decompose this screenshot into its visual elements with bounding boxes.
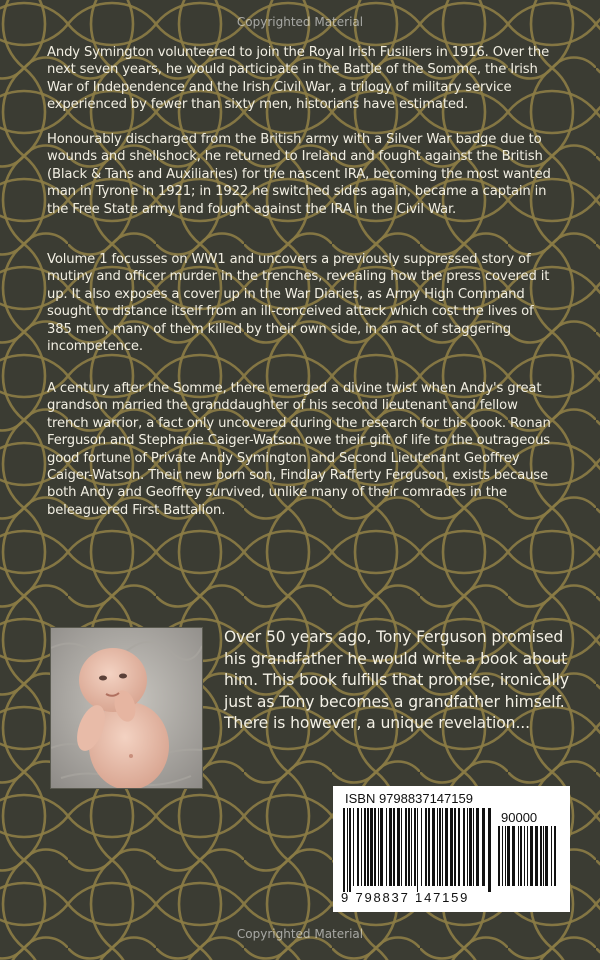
barcode-bar (488, 808, 491, 892)
blurb-paragraph-2: Honourably discharged from the British army with a Silver War badge due to wounds and shellshock, he returned to Ireland and fought against the British (Black & Tans and Auxiliaries) for the nascent IRA, becoming the most wanted man in Tyrone in 1921; in 1922 he switched sides again, became a captain in the Free State army and fought against the IRA in the Civil War. (47, 132, 551, 217)
barcode-bar (530, 826, 533, 886)
barcode-bar (442, 808, 443, 886)
barcode-bar (527, 826, 528, 886)
barcode-bar (482, 808, 485, 886)
barcode-bar (432, 808, 435, 886)
barcode-bar (512, 826, 515, 886)
barcode-bar (545, 826, 548, 886)
barcode-bar (393, 808, 395, 886)
blurb-paragraph-3: Volume 1 focusses on WW1 and uncovers a previously suppressed story of mutiny and officer murder in the trenches, revealing how the press covered it up. It also exposes a cover up in the War Diaries, as Army High Command sought to distance itself from an ill-conceived attack which cost the lives of 385 men, many of them killed by their own side, in an act of staggering incompetence. (47, 252, 550, 355)
barcode-bar (380, 808, 383, 886)
barcode-bar (445, 808, 448, 886)
barcode-bar (520, 826, 522, 886)
barcode-bar (502, 826, 503, 886)
barcode-bar (411, 808, 412, 886)
barcode-bar (364, 808, 366, 886)
barcode-bar (507, 826, 510, 886)
barcode-bar (543, 826, 544, 886)
barcode-bar (540, 826, 542, 886)
barcode-bar (467, 808, 468, 886)
barcode-bar (389, 808, 392, 886)
barcode-bar (458, 808, 460, 886)
barcode-bars (343, 808, 493, 892)
barcode-bar (370, 808, 373, 886)
barcode-bar (374, 808, 376, 886)
barcode-bar (408, 808, 410, 886)
barcode-bar (357, 808, 359, 886)
barcode-bar (551, 826, 552, 886)
barcode-addon-bars (498, 826, 562, 892)
barcode-bar (450, 808, 453, 886)
blurb-paragraph-1: Andy Symington volunteered to join the Royal Irish Fusiliers in 1916. Over the next seven years, he would participate in the Battle of the Somme, the Irish War of Independence and the Irish Civil War, a trilogy of military service experienced by fewer than sixty men, historians have estimated. (47, 45, 550, 113)
barcode-bar (454, 808, 456, 886)
barcode-bar (397, 808, 400, 886)
barcode-bar (439, 808, 441, 886)
barcode-bar (554, 826, 556, 886)
barcode-bar (463, 808, 465, 886)
barcode-bar (367, 808, 369, 886)
barcode-bar (353, 808, 354, 886)
copyright-watermark-top: Copyrighted Material (236, 15, 364, 29)
barcode-bar (386, 808, 387, 886)
barcode-bar (524, 826, 525, 886)
isbn-label: ISBN 9798837147159 (345, 791, 473, 806)
barcode-addon-number: 90000 (501, 810, 538, 825)
blurb-paragraph-4: A century after the Somme, there emerged a divine twist when Andy's great grandson married the granddaughter of his second lieutenant and fellow trench warrior, a fact only uncovered during the research for this book. Ronan Ferguson and Stephanie Caiger-Watson owe their gift of life to the outrageous good fortune of Private Andy Symington and Second Lieutenant Geoffrey Caiger-Watson. Their new born son, Findlay Rafferty Ferguson, exists because both Andy and Geoffrey survived, unlike many of their comrades in the beleaguered First Battalion. (47, 381, 551, 518)
barcode-bar (378, 808, 379, 886)
barcode-bar (347, 808, 348, 892)
barcode-bar (349, 808, 351, 892)
barcode-bar (401, 808, 402, 886)
barcode-digits: 9 798837 147159 (341, 890, 470, 905)
barcode-bar (469, 808, 472, 886)
barcode-bar (343, 808, 345, 892)
barcode-bar (437, 808, 438, 886)
barcode-bar (414, 808, 416, 886)
barcode-bar (361, 808, 362, 886)
barcode-bar (421, 808, 422, 886)
isbn-barcode (333, 786, 570, 912)
barcode-bar (498, 826, 500, 886)
baby-photo (50, 627, 203, 789)
barcode-bar (476, 808, 479, 886)
barcode-bar (417, 808, 418, 892)
barcode-bar (405, 808, 407, 886)
author-note: Over 50 years ago, Tony Ferguson promised his grandfather he would write a book about him. This book fulfills that promise, ironically just as Tony becomes a grandfather himself. There is however, a unique revelation... (224, 628, 570, 733)
barcode-bar (425, 808, 427, 886)
copyright-watermark-bottom: Copyrighted Material (236, 927, 364, 941)
barcode-bar (473, 808, 474, 886)
barcode-bar (428, 808, 430, 886)
barcode-bar (505, 826, 506, 886)
barcode-bar (518, 826, 519, 886)
barcode-bar (535, 826, 538, 886)
